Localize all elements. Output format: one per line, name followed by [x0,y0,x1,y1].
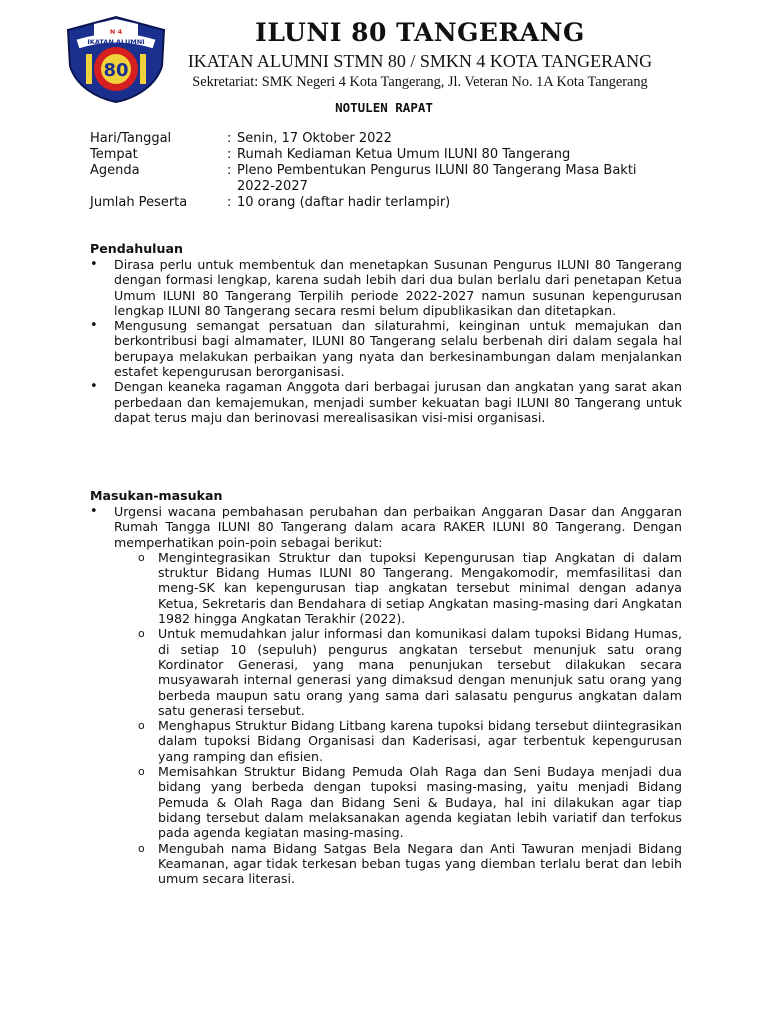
sub-list-item [138,764,682,840]
meta-colon: : [227,163,232,178]
bullet-marker: • [90,318,98,334]
svg-text:N 4: N 4 [109,28,123,36]
bullet-marker: • [90,379,98,395]
sub-list-item-text: Mengubah nama Bidang Satgas Bela Negara dan Anti Tawuran menjadi Bidang Keamanan, agar tidak terkesan beban tugas yang diemban terlalu berat dan lebih umum secara literasi. [158,840,682,887]
organization-name: ILUNI 80 TANGERANG [255,18,585,47]
list-item-text: Dengan keaneka ragaman Anggota dari berbagai jurusan dan angkatan yang sarat akan perbedaan dan kemajemukan, menjadi sumber kekuatan bagi ILUNI 80 Tangerang untuk dapat terus maju dan berinovasi merealisasikan visi-misi organisasi. [114,379,682,425]
sub-bullet-marker: o [138,627,145,641]
meta-label: Hari/Tanggal [90,131,172,146]
meta-value: Pleno Pembentukan Pengurus ILUNI 80 Tangerang Masa Bakti 2022-2027 [237,163,637,194]
meta-value: 10 orang (daftar hadir terlampir) [237,195,451,210]
sub-list-item-text: Mengintegrasikan Struktur dan tupoksi Kepengurusan tiap Angkatan di dalam struktur Bidang Humas ILUNI 80 Tangerang. Mengakomodir, memfasilitasi dan meng-SK kan kepengurusan tiap angkatan tersebut minimal dengan adanya Ketua, Sekretaris dan Bendahara di setiap Angkatan masing-masing dari Angkatan 1982 hingga Angkatan Terakhir (2022). [158,549,682,627]
meta-row-place [90,147,657,163]
sub-list-item-text: Untuk memudahkan jalur informasi dan komunikasi dalam tupoksi Bidang Humas, di setiap 10 (sepuluh) pengurus angkatan tersebut menunjuk satu orang Kordinator Generasi, yang mana penunjukan tersebut dilakukan secara musyawarah internal generasi yang dimaksud dengan menunjuk satu orang yang berbeda maupun satu orang yang sama dari salasatu pengurus angkatan dalam satu generasi tersebut. [158,626,682,718]
document-title: NOTULEN RAPAT [335,100,433,115]
organization-subtitle: IKATAN ALUMNI STMN 80 / SMKN 4 KOTA TANGERANG [187,51,653,71]
section-pendahuluan [90,241,682,425]
meta-value: Senin, 17 Oktober 2022 [237,131,392,146]
list-item-text: Dirasa perlu untuk membentuk dan menetapkan Susunan Pengurus ILUNI 80 Tangerang dengan formasi lengkap, karena sudah lebih dari dua bulan berlalu dari penetapan Ketua Umum ILUNI 80 Tangerang Terpilih periode 2022-2027 namun susunan kepengurusan lengkap ILUNI 80 Tangerang secara resmi belum dipublikasikan dan ditetapkan. [114,257,682,318]
meta-label: Tempat [90,147,138,162]
section-heading: Masukan-masukan [90,488,223,503]
bullet-marker: • [90,504,98,519]
meta-colon: : [227,147,232,162]
section-masukan [90,488,682,886]
bullet-marker: • [90,257,98,272]
meta-colon: : [227,131,232,146]
sub-list-item [138,550,682,626]
meta-label: Jumlah Peserta [90,195,188,210]
sub-bullet-marker: o [138,719,145,733]
sub-bullet-marker: o [138,765,145,779]
meta-row-participants [90,195,657,211]
meta-row-date [90,131,657,147]
sub-list-item [138,626,682,718]
sub-list-item-text: Menghapus Struktur Bidang Litbang karena tupoksi bidang tersebut diintegrasikan dalam tupoksi Bidang Organisasi dan Kaderisasi, agar terbentuk kepengurusan yang ramping dan efisien. [158,718,682,764]
list-item-text: Urgensi wacana pembahasan perubahan dan perbaikan Anggaran Dasar dan Anggaran Rumah Tangga ILUNI 80 Tangerang dalam acara RAKER ILUNI 80 Tangerang. Dengan memperhatikan poin-poin sebagai berikut: [114,504,682,550]
sub-list-item [138,841,682,887]
organization-logo [64,14,168,104]
svg-text:80: 80 [103,60,129,81]
list-item [90,504,682,550]
meta-value: Rumah Kediaman Ketua Umum ILUNI 80 Tangerang [237,147,571,162]
list-item-text: Mengusung semangat persatuan dan silaturahmi, keinginan untuk memajukan dan berkontribusi bagi almamater, ILUNI 80 Tangerang selalu berbenah diri dalam segala hal berupaya melakukan perbaikan yang nyata dan berkesinambungan dalam menjalankan estafet kepengurusan berorganisasi. [114,318,682,380]
meta-label: Agenda [90,163,140,178]
sub-bullet-marker: o [138,550,145,564]
sub-list-item-text: Memisahkan Struktur Bidang Pemuda Olah Raga dan Seni Budaya menjadi dua bidang yang berbeda dengan tupoksi masing-masing, yaitu menjadi Bidang Pemuda & Olah Raga dan Bidang Seni & Budaya, hal ini dilakukan agar tiap bidang tersebut dalam melaksanakan agenda kegiatan lebih variatif dan terfokus pada agenda kegiatan masing-masing. [158,764,682,841]
list-item [90,379,682,425]
svg-text:IKATAN ALUMNI: IKATAN ALUMNI [87,38,145,46]
organization-address: Sekretariat: SMK Negeri 4 Kota Tangerang, Jl. Veteran No. 1A Kota Tangerang [192,74,648,90]
meeting-meta [90,131,657,211]
section-heading: Pendahuluan [90,241,183,256]
meta-colon: : [227,195,232,210]
sub-bullet-marker: o [138,841,145,855]
list-item [90,318,682,379]
sub-list-item [138,718,682,764]
list-item [90,257,682,318]
meta-row-agenda [90,163,657,195]
